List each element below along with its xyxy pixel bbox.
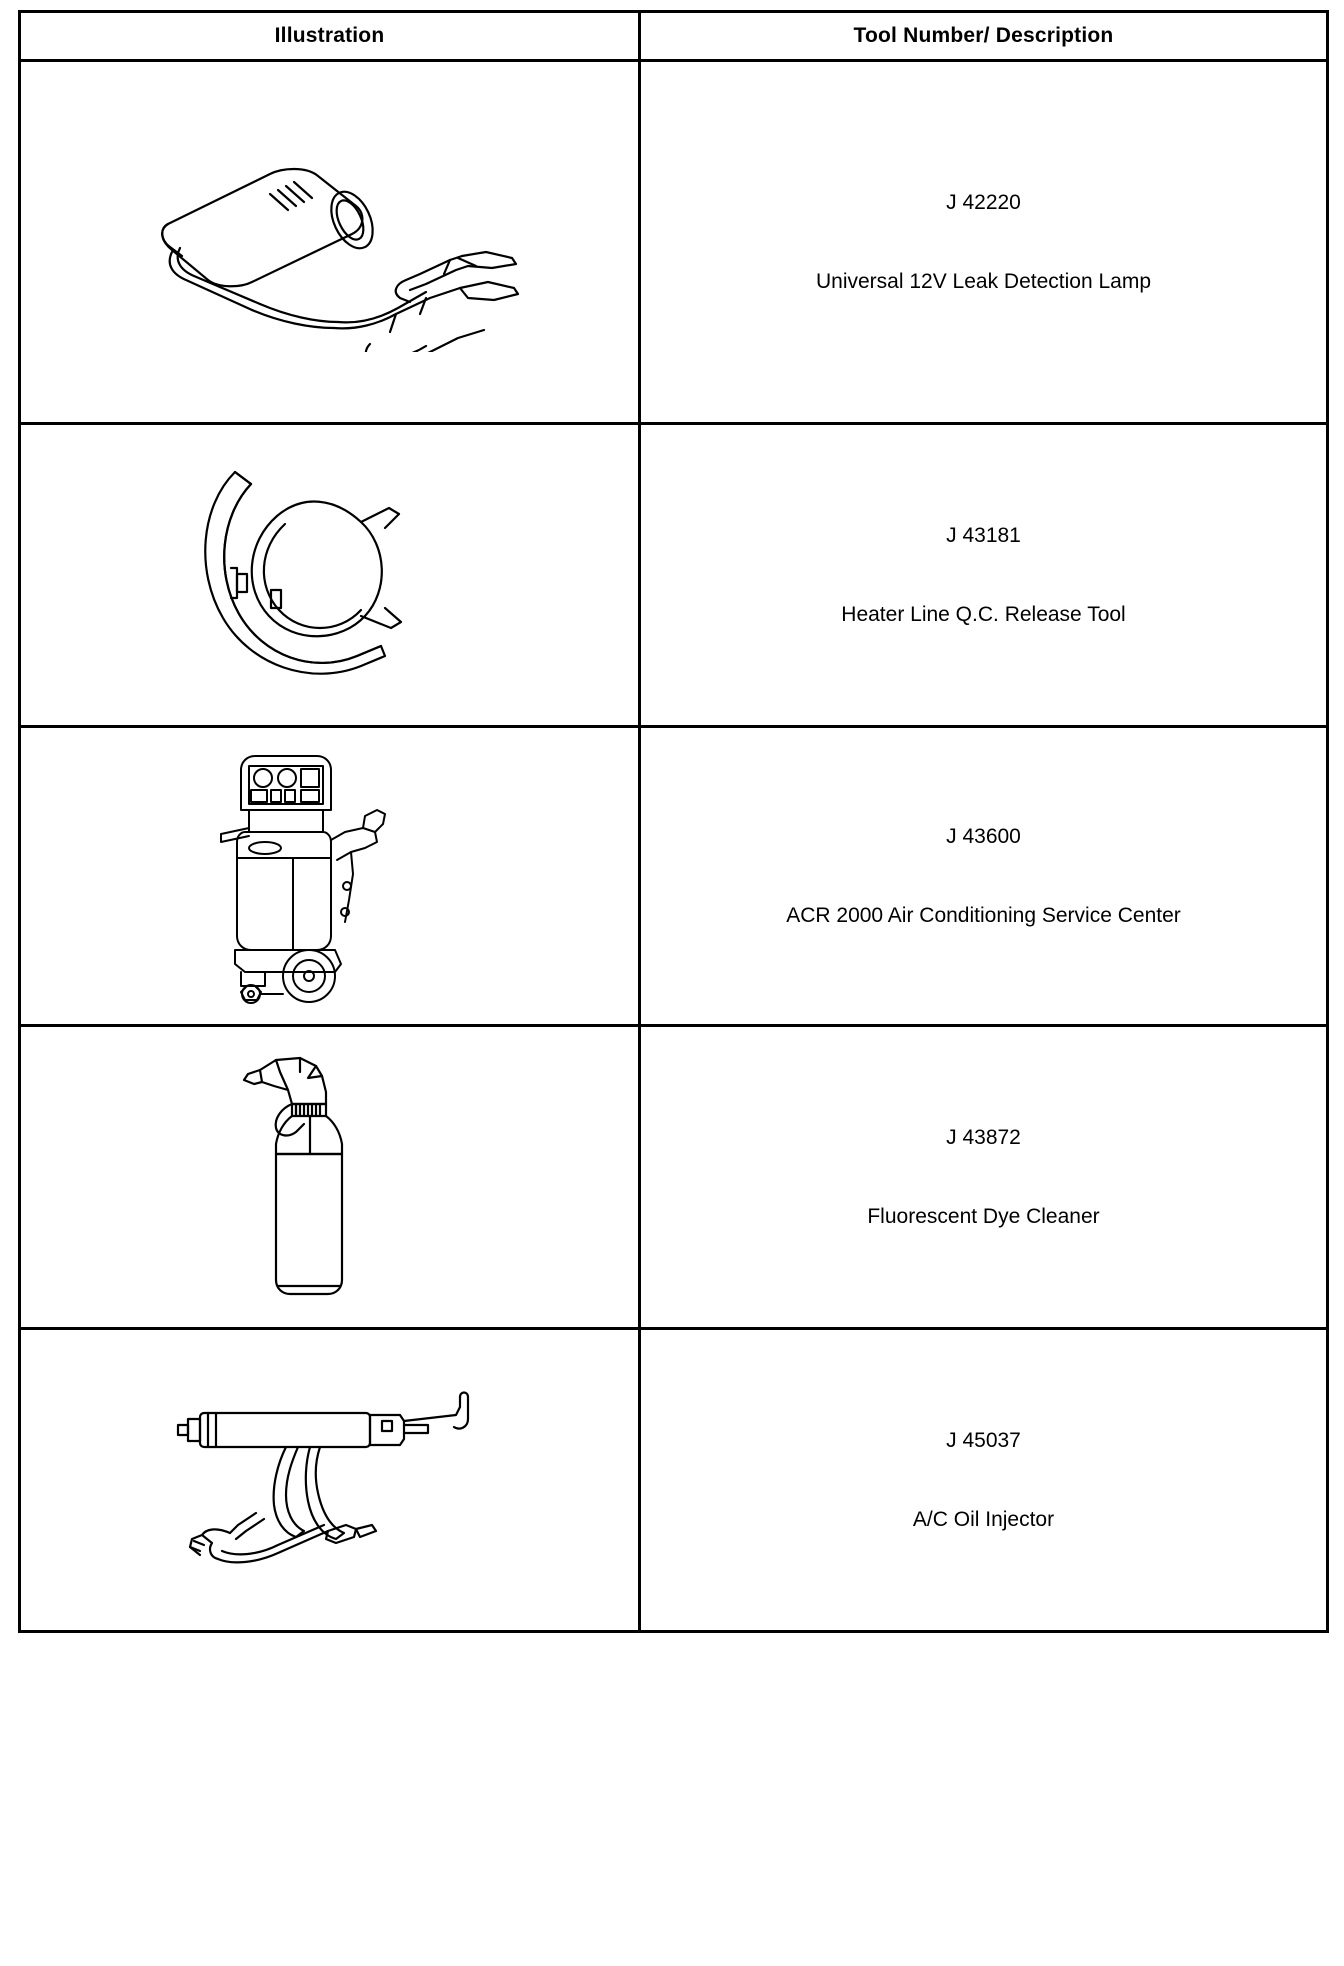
- tool-number: J 45037: [946, 1428, 1021, 1452]
- table-row: [20, 727, 1328, 1026]
- table-row: [20, 1329, 1328, 1632]
- ac-service-center-icon: [205, 736, 455, 1016]
- tool-number: J 43872: [946, 1125, 1021, 1149]
- column-header-illustration: Illustration: [20, 12, 640, 61]
- illustration-cell: [20, 1329, 640, 1632]
- tool-description: Fluorescent Dye Cleaner: [867, 1205, 1100, 1228]
- table-header-row: [20, 12, 1328, 61]
- illustration-cell: [20, 61, 640, 424]
- heater-line-release-tool-icon: [185, 450, 475, 700]
- spray-bottle-icon: [230, 1042, 430, 1312]
- illustration-cell: [20, 727, 640, 1026]
- tool-number: J 43600: [946, 824, 1021, 848]
- tool-description: ACR 2000 Air Conditioning Service Center: [786, 904, 1181, 927]
- special-tools-table: [18, 10, 1329, 1633]
- tool-description: Heater Line Q.C. Release Tool: [841, 603, 1126, 626]
- table-row: [20, 1026, 1328, 1329]
- tool-number: J 42220: [946, 190, 1021, 214]
- description-cell: [640, 61, 1328, 424]
- description-cell: [640, 1329, 1328, 1632]
- description-cell: [640, 424, 1328, 727]
- tool-number: J 43181: [946, 523, 1021, 547]
- description-cell: [640, 1026, 1328, 1329]
- table-row: [20, 61, 1328, 424]
- tool-description: Universal 12V Leak Detection Lamp: [815, 270, 1151, 293]
- illustration-cell: [20, 1026, 640, 1329]
- leak-detection-lamp-icon: [120, 132, 540, 352]
- table-row: [20, 424, 1328, 727]
- illustration-cell: [20, 424, 640, 727]
- column-header-description: Tool Number/ Description: [640, 12, 1328, 61]
- oil-injector-icon: [160, 1385, 500, 1575]
- tool-table-page: [18, 10, 1326, 1556]
- description-cell: [640, 727, 1328, 1026]
- tool-description: A/C Oil Injector: [912, 1508, 1055, 1531]
